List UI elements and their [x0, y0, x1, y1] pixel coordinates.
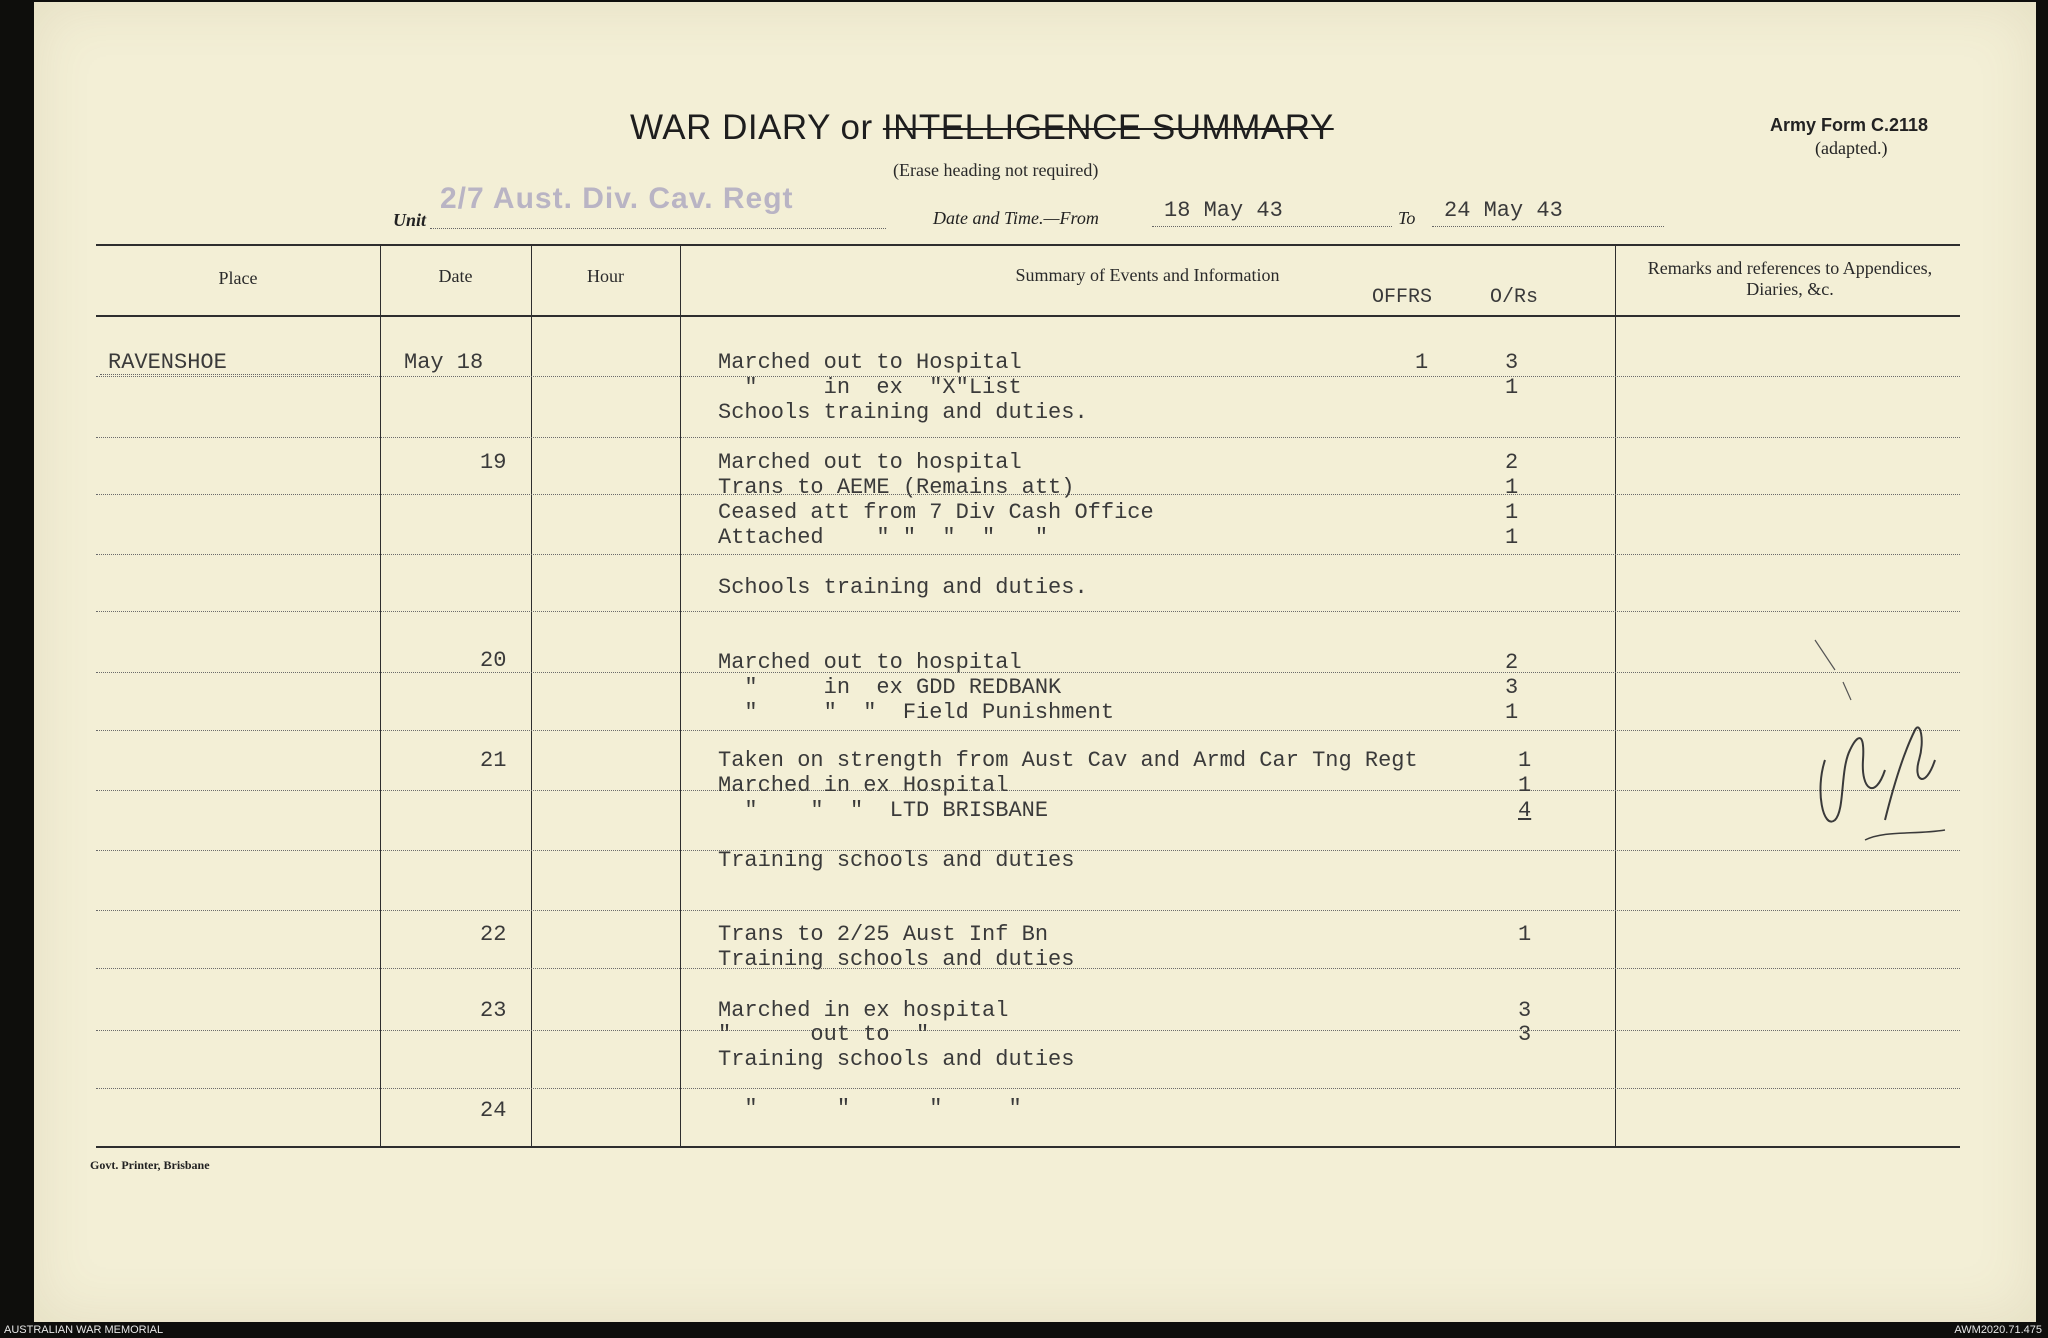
row-rule [96, 672, 1960, 673]
col-header-place: Place [218, 268, 258, 288]
entry-text: Marched out to Hospital [718, 350, 1022, 375]
row-rule [96, 910, 1960, 911]
entry-text: Taken on strength from Aust Cav and Armd Car Tng Regt [718, 748, 1418, 773]
from-dotline [1152, 226, 1392, 227]
table-bottom-rule [96, 1146, 1960, 1148]
entry-text: " out to " [718, 1022, 930, 1047]
row-rule [96, 376, 1960, 377]
ors-count: 3 [1518, 1022, 1532, 1047]
ors-count: 1 [1505, 475, 1519, 500]
col-header-summary: Summary of Events and Information [1015, 265, 1280, 285]
entry-text: " " " LTD BRISBANE [718, 798, 1049, 823]
entry-text: Trans to 2/25 Aust Inf Bn [718, 922, 1049, 947]
col-header-offrs: OFFRS [1372, 286, 1433, 309]
col-header-hour: Hour [587, 266, 624, 286]
ors-count: 3 [1505, 675, 1519, 700]
row-rule [96, 1088, 1960, 1089]
table-top-rule [96, 244, 1960, 246]
row-rule [96, 1030, 1960, 1031]
signature-icon [1795, 630, 1955, 860]
title-prefix: WAR DIARY or [630, 108, 883, 147]
offrs-count: 1 [1415, 350, 1429, 375]
archive-caption: AUSTRALIAN WAR MEMORIAL [4, 1324, 164, 1336]
entry-text: " " " " [718, 1096, 1022, 1121]
row-rule [96, 730, 1960, 731]
row-rule [96, 437, 1960, 438]
entry-text: " in ex GDD REDBANK [718, 675, 1062, 700]
entry-text: Schools training and duties. [718, 575, 1088, 600]
row-rule [96, 790, 1960, 791]
date-cell: 23 [480, 998, 507, 1023]
form-note: (adapted.) [1815, 138, 1888, 158]
ors-count: 1 [1505, 500, 1519, 525]
col-header-date: Date [438, 266, 473, 286]
entry-text: Training schools and duties [718, 947, 1075, 972]
unit-dotline [430, 228, 886, 229]
ors-count: 1 [1505, 525, 1519, 550]
to-dotline [1432, 226, 1664, 227]
divider-summary-remarks [1615, 244, 1616, 1146]
entry-text: Marched out to hospital [718, 450, 1022, 475]
ors-count: 1 [1518, 748, 1532, 773]
archive-id: AWM2020.71.475 [1954, 1324, 2042, 1336]
entry-text: " " " Field Punishment [718, 700, 1115, 725]
ors-count: 1 [1505, 700, 1519, 725]
page-title [630, 108, 1334, 148]
date-cell: 19 [480, 450, 507, 475]
row-rule [96, 611, 1960, 612]
to-value: 24 May 43 [1444, 198, 1563, 223]
ors-count: 1 [1518, 773, 1532, 798]
entry-text: Trans to AEME (Remains att) [718, 475, 1075, 500]
ors-count: 4 [1518, 798, 1532, 823]
entry-text: " in ex "X"List [718, 375, 1022, 400]
divider-date-hour [531, 244, 532, 1146]
divider-place-date [380, 244, 381, 1146]
ors-count: 2 [1505, 450, 1519, 475]
entry-text: Marched out to hospital [718, 650, 1022, 675]
entry-text: Attached " " " " " [718, 525, 1049, 550]
row-rule [96, 554, 1960, 555]
from-value: 18 May 43 [1164, 198, 1283, 223]
col-header-remarks: Remarks and references to Appendices, Diaries, &c. [1647, 258, 1933, 299]
date-cell: May 18 [404, 350, 484, 375]
col-header-ors: O/Rs [1490, 286, 1539, 309]
date-cell: 21 [480, 748, 507, 773]
title-struck: INTELLIGENCE SUMMARY [882, 108, 1334, 147]
unit-stamp: 2/7 Aust. Div. Cav. Regt [440, 182, 794, 215]
ors-count: 3 [1518, 998, 1532, 1023]
to-label: To [1398, 208, 1416, 228]
diary-sheet [34, 2, 2036, 1322]
table-header-rule [96, 315, 1960, 317]
entry-text: Training schools and duties [718, 1047, 1075, 1072]
ors-count: 3 [1505, 350, 1519, 375]
divider-hour-summary [680, 244, 681, 1146]
printer-note: Govt. Printer, Brisbane [90, 1158, 210, 1172]
unit-label: Unit [393, 210, 427, 230]
date-cell: 24 [480, 1098, 507, 1123]
form-number: Army Form C.2118 [1770, 115, 1929, 135]
ors-count: 1 [1518, 922, 1532, 947]
entry-text: Ceased att from 7 Div Cash Office [718, 500, 1154, 525]
date-cell: 20 [480, 648, 507, 673]
ors-count: 1 [1505, 375, 1519, 400]
date-time-label: Date and Time.—From [933, 208, 1099, 228]
place-dotline [100, 374, 370, 375]
entry-text: Marched in ex hospital [718, 998, 1009, 1023]
entry-text: Training schools and duties [718, 848, 1075, 873]
entry-text: Schools training and duties. [718, 400, 1088, 425]
date-cell: 22 [480, 922, 507, 947]
entry-text: Marched in ex Hospital [718, 773, 1009, 798]
place-cell: RAVENSHOE [108, 350, 227, 375]
erase-note: (Erase heading not required) [893, 160, 1099, 180]
ors-count: 2 [1505, 650, 1519, 675]
